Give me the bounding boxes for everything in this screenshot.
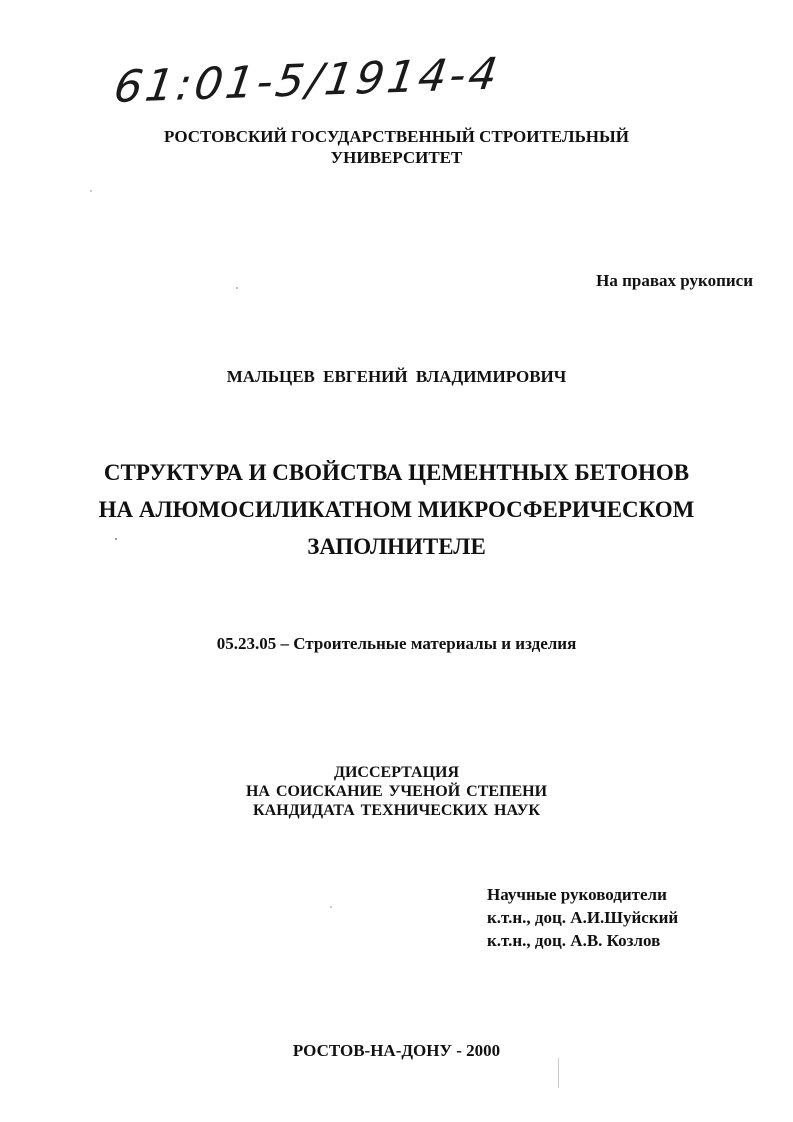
- supervisor-1: к.т.н., доц. А.И.Шуйский: [487, 908, 679, 927]
- rights-note: На правах рукописи: [596, 271, 753, 290]
- scan-speck: [115, 538, 117, 540]
- degree-line-3: КАНДИДАТА ТЕХНИЧЕСКИХ НАУК: [253, 802, 540, 819]
- degree-line-1: ДИССЕРТАЦИЯ: [333, 764, 460, 781]
- title-line-1: СТРУКТУРА И СВОЙСТВА ЦЕМЕНТНЫХ БЕТОНОВ: [103, 460, 690, 485]
- scan-speck: [330, 906, 332, 908]
- scan-speck: [236, 287, 238, 289]
- degree-statement: [0, 763, 793, 820]
- degree-line-2: НА СОИСКАНИЕ УЧЕНОЙ СТЕПЕНИ: [245, 783, 548, 800]
- supervisors-block: [487, 883, 678, 952]
- scan-speck: [558, 1058, 559, 1088]
- supervisors-heading: Научные руководители: [487, 885, 667, 904]
- city-year: РОСТОВ-НА-ДОНУ - 2000: [292, 1041, 501, 1060]
- supervisor-2: к.т.н., доц. А.В. Козлов: [487, 931, 661, 950]
- dissertation-title: [0, 454, 793, 565]
- handwritten-archive-number: 61:01-5/1914-4: [110, 48, 504, 113]
- scan-speck: [90, 190, 92, 192]
- university-line-2: УНИВЕРСИТЕТ: [330, 148, 463, 167]
- specialty-code: 05.23.05 – Строительные материалы и изделия: [216, 634, 577, 653]
- title-line-2: НА АЛЮМОСИЛИКАТНОМ МИКРОСФЕРИЧЕСКОМ: [98, 497, 695, 522]
- title-line-3: ЗАПОЛНИТЕЛЕ: [307, 534, 486, 559]
- university-line-1: РОСТОВСКИЙ ГОСУДАРСТВЕННЫЙ СТРОИТЕЛЬНЫЙ: [164, 127, 629, 146]
- university-name: [0, 126, 793, 168]
- author-name: МАЛЬЦЕВ ЕВГЕНИЙ ВЛАДИМИРОВИЧ: [226, 367, 567, 386]
